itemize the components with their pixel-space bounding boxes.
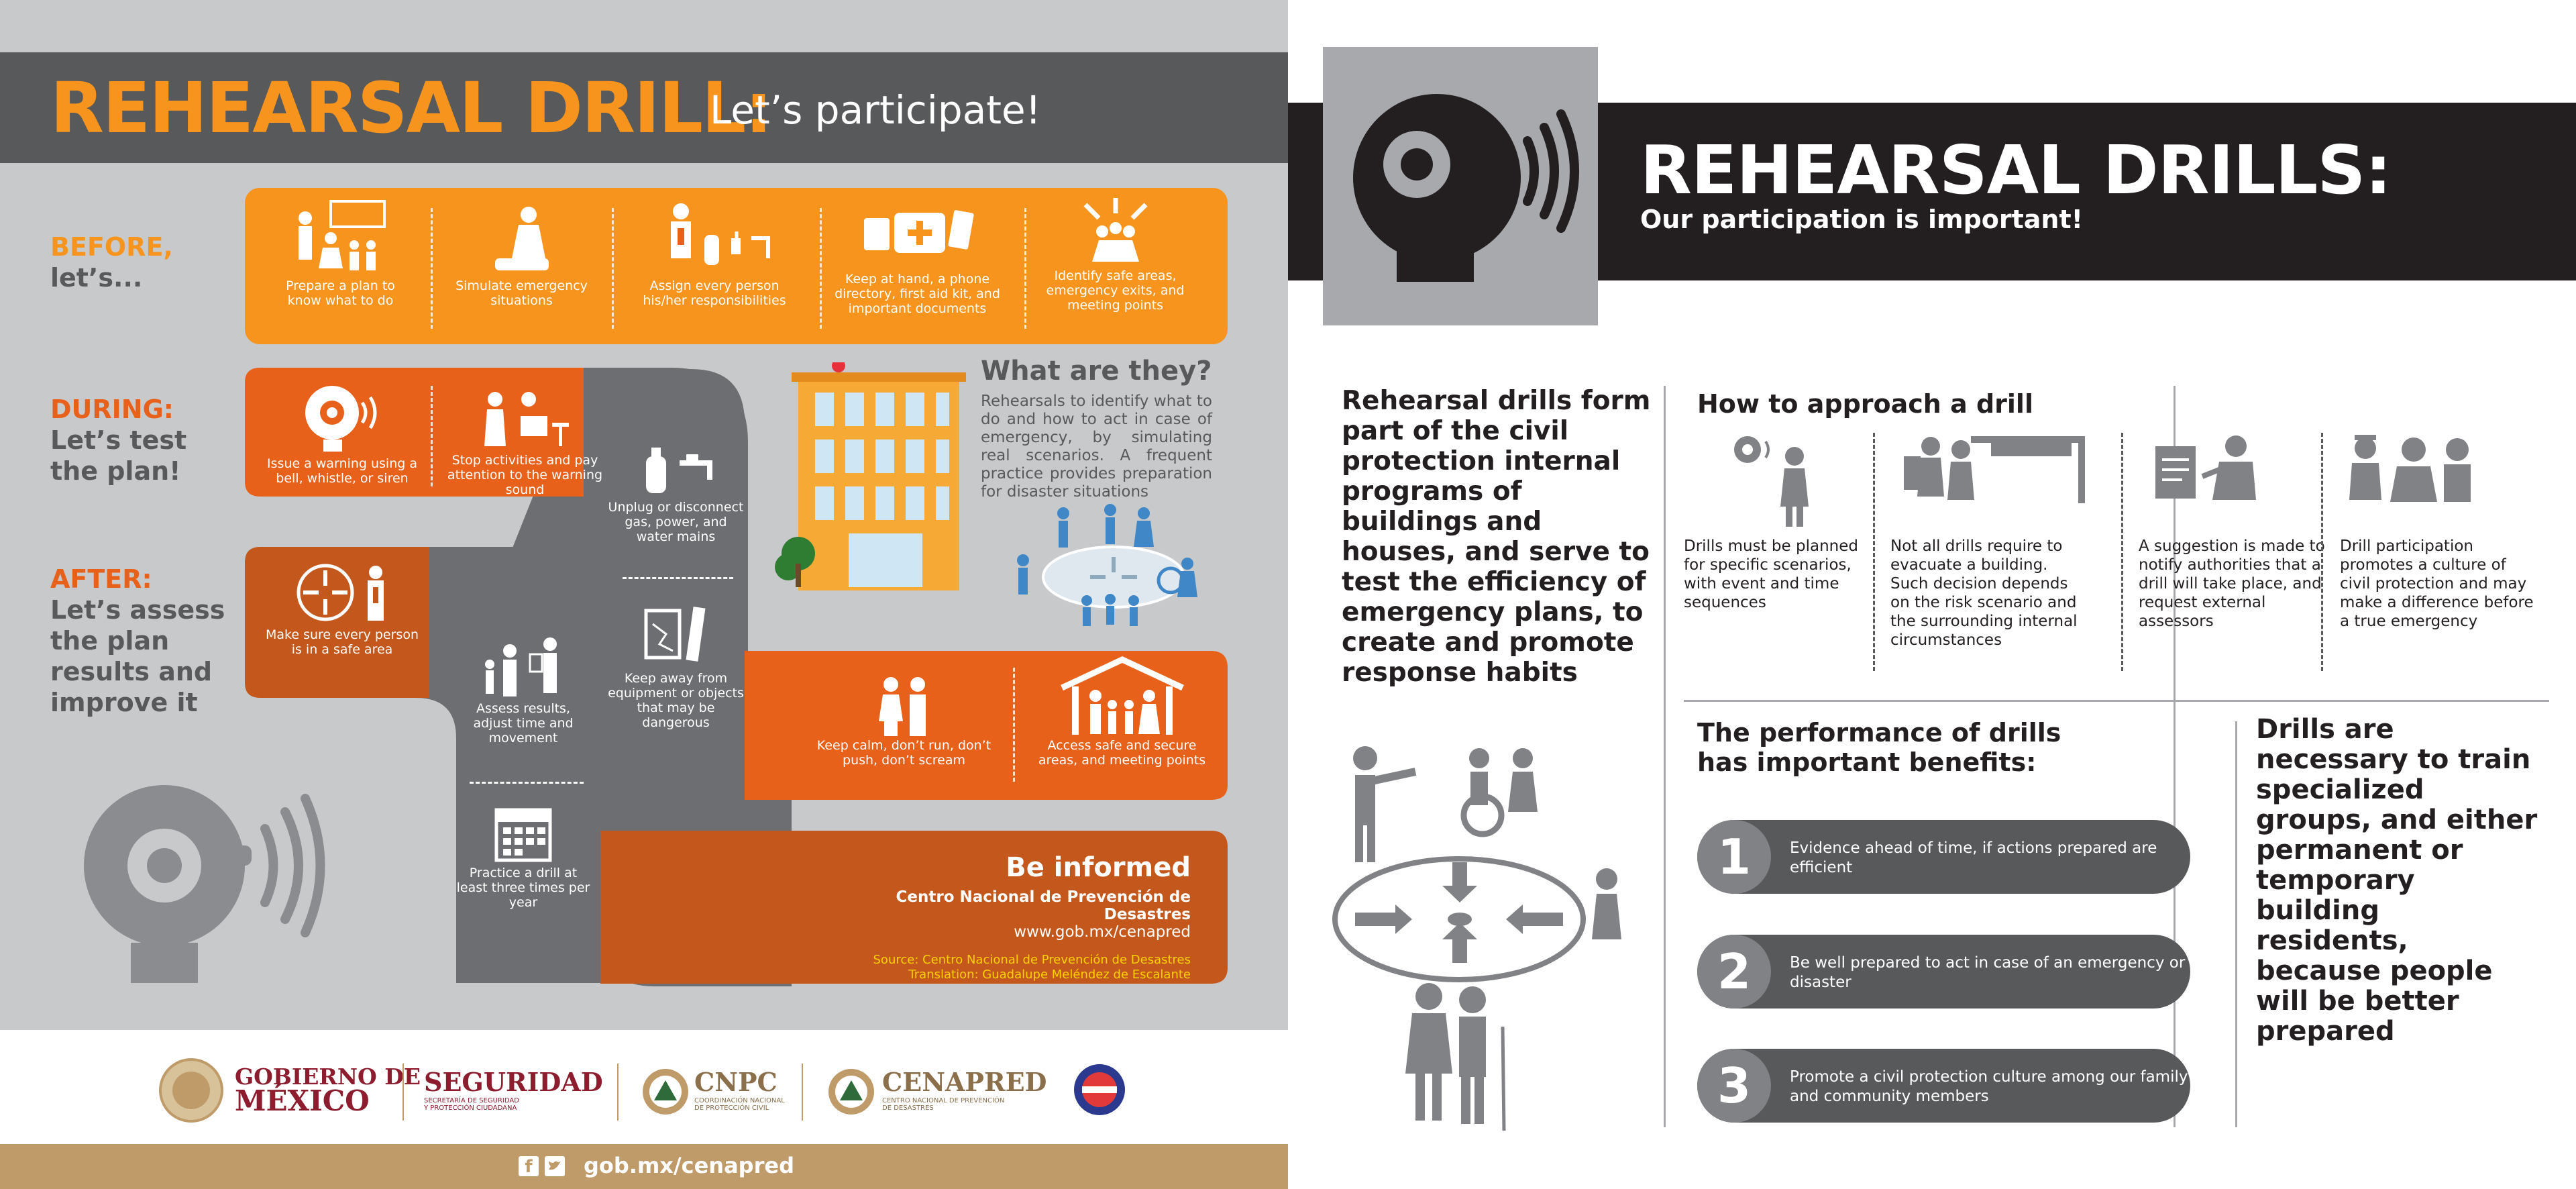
logo-divider — [802, 1064, 803, 1121]
be-informed-title: Be informed — [1006, 852, 1191, 883]
divider — [1013, 668, 1015, 782]
divider — [612, 208, 614, 329]
after-item-text: Make sure every person is in a safe area — [266, 627, 419, 657]
divider — [2121, 433, 2123, 671]
before-item-safe — [1036, 195, 1194, 313]
before-item-text: Assign every person his/her responsibilities — [643, 278, 786, 308]
during-item-text: Unplug or disconnect gas, power, and water mains — [608, 500, 744, 544]
left-title-rest: Let’s participate! — [710, 87, 1041, 133]
what-body: Rehearsals to identify what to do and how to act in case of emergency, by simulating real scenarios. A frequent practice provides preparation for disaster situations — [981, 393, 1212, 501]
logo-divider — [402, 1064, 404, 1121]
benefit-text: Promote a civil protection culture among our family and community members — [1790, 1068, 2188, 1105]
before-item-kit — [832, 198, 1003, 316]
cnpc-emblem-icon — [641, 1067, 691, 1117]
be-informed-url[interactable]: www.gob.mx/cenapred — [1014, 923, 1191, 941]
after-item-safe — [265, 560, 419, 657]
after-item-text: Practice a drill at least three times per year — [456, 866, 590, 910]
before-item-text: Keep at hand, a phone directory, first aid kit, and important documents — [835, 272, 1000, 316]
bell-person-icon — [1684, 429, 1872, 530]
divider — [470, 782, 584, 784]
approach-item-culture: Drill participation promotes a culture of civil protection and may make a difference before a true emergency — [2340, 429, 2534, 631]
during-item-text: Keep calm, don’t run, don’t push, don’t scream — [816, 738, 991, 768]
divider — [1024, 208, 1026, 329]
benefits-divider — [2235, 721, 2237, 1127]
benefit-text: Be well prepared to act in case of an emergency or disaster — [1790, 954, 2186, 991]
benefit-number: 3 — [1697, 1049, 1771, 1123]
divider — [1873, 433, 1875, 671]
after-item-text: Assess results, adjust time and movement — [473, 701, 574, 745]
after-item-assess — [456, 627, 590, 745]
evacuation-people-illustration — [1328, 738, 1650, 1134]
civil-protection-icon — [2340, 429, 2534, 530]
benefit-item-2 — [1697, 935, 2190, 1009]
family-plan-icon — [290, 198, 391, 278]
during-item-text: Issue a warning using a bell, whistle, or siren — [267, 456, 417, 486]
cenapred-logo: CENAPRED CENTRO NACIONAL DE PREVENCIÓN DE DESASTRES — [882, 1067, 1047, 1112]
during-item-calm — [815, 671, 993, 768]
footer-url[interactable]: gob.mx/cenapred — [584, 1153, 794, 1178]
benefit-number: 2 — [1697, 935, 1771, 1009]
broken-glass-icon — [633, 597, 720, 671]
during-item-text: Stop activities and pay attention to the warning sound — [447, 453, 603, 497]
notify-authorities-icon — [2139, 429, 2333, 530]
intro-text: Rehearsal drills form part of the civil protection internal programs of buildings and houses, and serve to test the efficiency of emergency plans, to create and promote response habits — [1342, 386, 1651, 688]
cnpc-logo: CNPC COORDINACIÓN NACIONAL DE PROTECCIÓN CIVIL — [694, 1067, 785, 1112]
approach-item-evacuate: Not all drills require to evacuate a building. Such decision depends on the risk scenario and the surrounding internal circumstances — [1890, 429, 2085, 650]
building-illustration — [771, 362, 973, 590]
left-title-bold: REHEARSAL DRILL: — [50, 67, 771, 149]
gas-water-icon — [629, 440, 723, 500]
before-item-text: Identify safe areas, emergency exits, and meeting points — [1046, 268, 1185, 313]
during-label: DURING: Let’s test the plan! — [50, 395, 187, 486]
alarm-bell-icon — [295, 382, 389, 456]
divider — [820, 208, 822, 329]
before-item-assign — [631, 198, 798, 308]
be-informed-block — [825, 852, 1191, 982]
before-item-plan — [268, 198, 413, 308]
left-column-divider — [1664, 386, 1666, 1127]
approach-item-notify: A suggestion is made to notify authorities that a drill will take place, and request external assessors — [2139, 429, 2333, 631]
divider — [431, 386, 433, 486]
bell-box — [1323, 47, 1598, 325]
after-item-practice — [456, 802, 590, 910]
safe-area-icon — [1072, 195, 1159, 268]
during-item-stop — [446, 386, 604, 497]
gob-mexico-logo: GOBIERNO DE MÉXICO — [235, 1064, 421, 1117]
during-item-text: Access safe and secure areas, and meeting points — [1038, 738, 1206, 768]
seguridad-logo: SEGURIDAD SECRETARÍA DE SEGURIDAD Y PROTECCIÓN CIUDADANA — [424, 1067, 603, 1112]
during-item-text: Keep away from equipment or objects that may be dangerous — [608, 671, 744, 730]
drills-necessary-text: Drills are necessary to train specialized groups, and either permanent or temporary building residents, because people will be better prepared — [2256, 714, 2538, 1047]
before-item-simulate — [449, 198, 594, 308]
twitter-icon[interactable] — [545, 1156, 565, 1176]
first-aid-kit-icon — [854, 198, 981, 272]
divider — [431, 208, 433, 329]
calendar-icon — [493, 802, 553, 866]
before-label: BEFORE, let’s... — [50, 232, 173, 293]
responsibilities-icon — [651, 198, 778, 278]
before-item-text: Prepare a plan to know what to do — [286, 278, 395, 308]
benefit-text: Evidence ahead of time, if actions prepared are efficient — [1790, 839, 2157, 876]
horizontal-divider — [1684, 700, 2549, 702]
alarm-bell-icon — [1323, 47, 1598, 325]
source-text: Source: Centro Nacional de Prevención de Desastres — [873, 953, 1191, 967]
keep-calm-icon — [864, 671, 945, 738]
benefit-item-1 — [1697, 820, 2190, 894]
footer-logos — [0, 1030, 1288, 1144]
approach-title: How to approach a drill — [1697, 389, 2033, 419]
right-infographic-panel — [1288, 0, 2576, 1189]
benefits-title: The performance of drills has important benefits: — [1697, 718, 2061, 777]
during-item-away — [607, 597, 745, 730]
footer-bar — [0, 1144, 1288, 1189]
evacuation-people-illustration — [1000, 500, 1214, 627]
after-label: AFTER: Let’s assess the plan results and improve it — [50, 564, 225, 717]
right-subtitle: Our participation is important! — [1640, 205, 2083, 234]
divider — [623, 577, 733, 579]
large-bell-illustration — [64, 765, 345, 993]
be-informed-org: Centro Nacional de Prevención de Desastres — [896, 888, 1191, 923]
before-item-text: Simulate emergency situations — [455, 278, 588, 308]
emergency-simulation-icon — [472, 198, 572, 278]
benefit-number: 1 — [1697, 820, 1771, 894]
right-title: REHEARSAL DRILLS: — [1640, 131, 2392, 209]
what-title: What are they? — [981, 356, 1212, 386]
divider — [2321, 433, 2323, 671]
during-item-access — [1026, 654, 1218, 768]
civil-protection-seal-icon — [1072, 1062, 1127, 1117]
stop-activities-icon — [475, 386, 576, 453]
assess-results-icon — [473, 627, 574, 701]
during-item-warning — [265, 382, 419, 486]
translation-text: Translation: Guadalupe Meléndez de Escalante — [908, 968, 1191, 982]
logo-divider — [617, 1064, 619, 1121]
cenapred-emblem-icon — [826, 1067, 877, 1117]
approach-item-planned: Drills must be planned for specific scenarios, with event and time sequences — [1684, 429, 1872, 612]
benefit-item-3 — [1697, 1049, 2190, 1123]
meeting-point-icon — [1055, 654, 1189, 738]
facebook-icon[interactable]: f — [519, 1156, 539, 1176]
evacuate-building-icon — [1890, 429, 2085, 530]
during-item-unplug — [607, 440, 745, 544]
mexico-seal-icon — [158, 1057, 225, 1124]
safe-area-check-icon — [282, 560, 402, 627]
